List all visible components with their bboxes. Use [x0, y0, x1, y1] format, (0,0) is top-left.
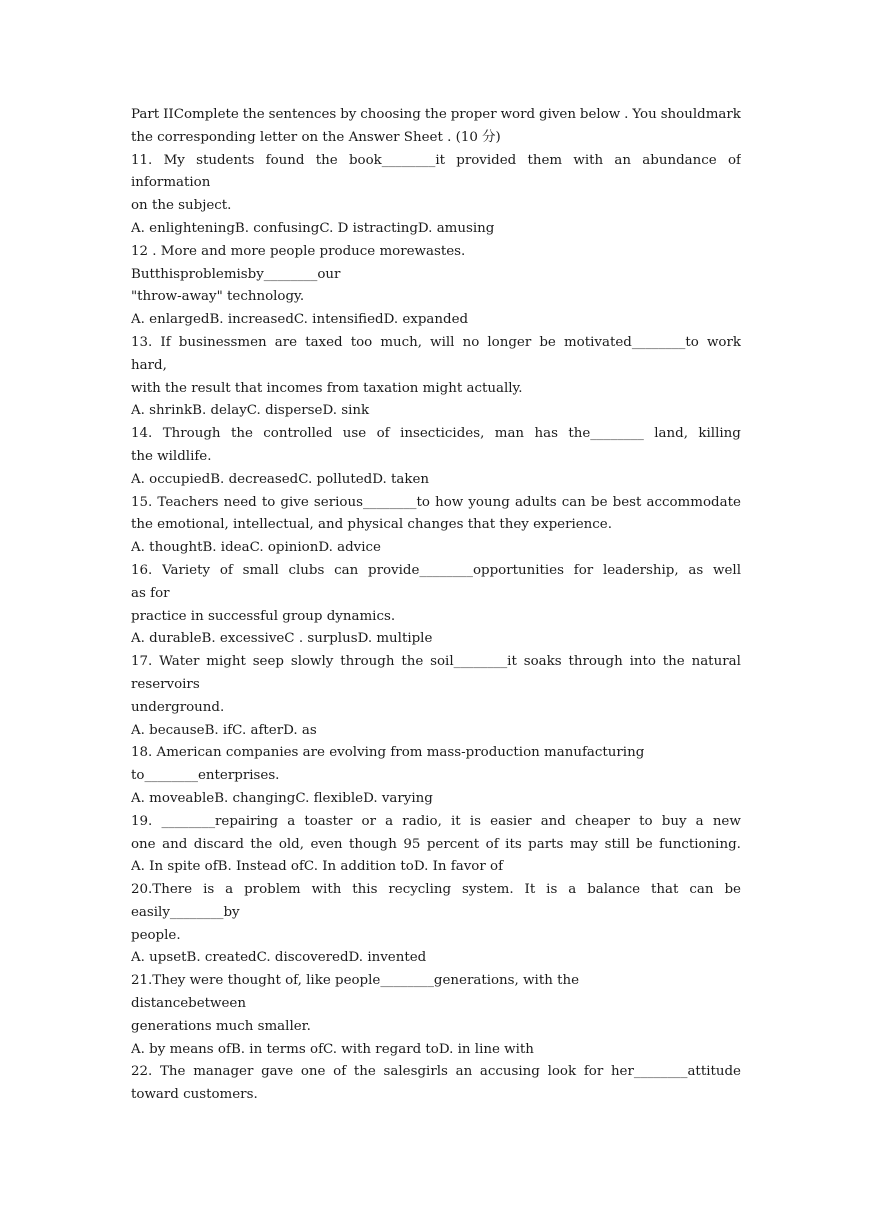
text-line: 13. If businessmen are taxed too much, will no longer be motivated________to work: [131, 334, 741, 350]
document-page: [131, 104, 741, 1107]
text-line: A. thoughtB. ideaC. opinionD. advice: [131, 540, 381, 556]
text-line: A. occupiedB. decreasedC. pollutedD. taken: [131, 471, 430, 487]
text-line: the emotional, intellectual, and physical changes that they experience.: [131, 517, 612, 533]
text-line: A. becauseB. ifC. afterD. as: [131, 722, 317, 738]
text-line: 12 . More and more people produce morewastes.: [131, 243, 466, 259]
text-line: with the result that incomes from taxation might actually.: [131, 380, 523, 396]
text-line: generations much smaller.: [131, 1018, 311, 1034]
text-line: 11. My students found the book________it provided them with an abundance of: [131, 152, 741, 168]
text-line: 14. Through the controlled use of insecticides, man has the________ land, killing: [131, 426, 741, 442]
text-line: the wildlife.: [131, 448, 212, 464]
text-line: A. durableB. excessiveC . surplusD. multiple: [131, 631, 433, 647]
text-line: 15. Teachers need to give serious________to how young adults can be best accommodate: [131, 494, 741, 510]
text-line: one and discard the old, even though 95 percent of its parts may still be functioning.: [131, 836, 741, 852]
text-line: A. enlargedB. increasedC. intensifiedD. expanded: [131, 312, 469, 328]
text-line: to________enterprises.: [131, 768, 280, 784]
text-line: on the subject.: [131, 198, 232, 214]
text-line: Part IIComplete the sentences by choosing the proper word given below . You shouldmark: [131, 107, 741, 122]
text-line: A. by means ofB. in terms ofC. with regard toD. in line with: [131, 1041, 534, 1057]
text-line: 18. American companies are evolving from mass-production manufacturing: [131, 745, 645, 761]
text-line: A. In spite ofB. Instead ofC. In addition toD. In favor of: [131, 859, 504, 875]
text-line: Butthisproblemisby________our: [131, 266, 341, 282]
text-line: 20.There is a problem with this recycling system. It is a balance that can be: [131, 882, 741, 898]
text-line: underground.: [131, 699, 225, 715]
text-line: easily________by: [131, 904, 240, 920]
text-line: 22. The manager gave one of the salesgirls an accusing look for her________attitude: [131, 1064, 741, 1080]
text-line: distancebetween: [131, 996, 246, 1012]
text-line: reservoirs: [131, 676, 200, 692]
text-line: toward customers.: [131, 1087, 258, 1103]
text-line: A. shrinkB. delayC. disperseD. sink: [131, 403, 370, 419]
text-line: information: [131, 175, 211, 191]
text-line: as for: [131, 585, 170, 601]
text-line: people.: [131, 927, 181, 943]
text-line: A. upsetB. createdC. discoveredD. invented: [131, 950, 427, 966]
text-line: hard,: [131, 357, 167, 373]
text-line: 21.They were thought of, like people________generations, with the: [131, 973, 580, 989]
text-line: "throw-away" technology.: [131, 289, 305, 305]
text-line: practice in successful group dynamics.: [131, 608, 396, 624]
text-line: 19. ________repairing a toaster or a radio, it is easier and cheaper to buy a new: [131, 813, 741, 829]
text-line: the corresponding letter on the Answer Sheet . (10 分): [131, 129, 501, 145]
text-line: A. moveableB. changingC. flexibleD. varying: [131, 790, 433, 806]
text-line: A. enlighteningB. confusingC. D istractingD. amusing: [131, 220, 495, 236]
text-line: 17. Water might seep slowly through the soil________it soaks through into the natural: [131, 654, 741, 670]
text-line: 16. Variety of small clubs can provide________opportunities for leadership, as well: [131, 562, 741, 578]
